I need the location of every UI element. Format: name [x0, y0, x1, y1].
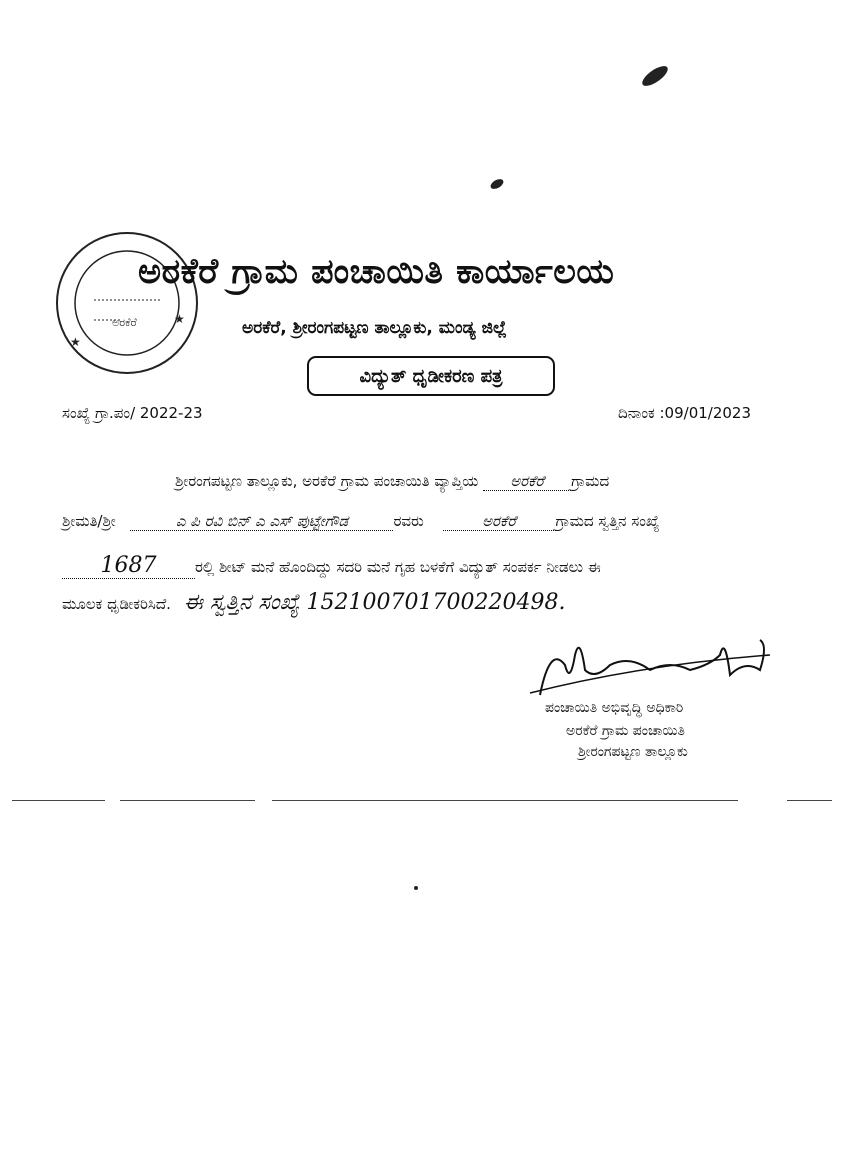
village-field: ಅರಕೆರೆ: [483, 472, 571, 491]
line1-suffix: ಗ್ರಾಮದ: [571, 472, 610, 490]
signatory-taluk: ಶ್ರೀರಂಗಪಟ್ಟಣ ತಾಲ್ಲೂಕು: [578, 744, 688, 760]
date-value: 09/01/2023: [664, 404, 752, 422]
svg-text:★: ★: [174, 312, 185, 326]
village-field-2: ಅರಕೆರೆ: [443, 512, 556, 531]
seal-center-text: ಅರಕೆರೆ: [112, 316, 137, 329]
scan-line: [787, 800, 832, 801]
scan-line: [12, 800, 105, 801]
svg-text:★: ★: [70, 335, 81, 349]
certificate-title: ವಿದ್ಯುತ್ ಧೃಡೀಕರಣ ಪತ್ರ: [307, 356, 555, 396]
office-title: ಅರಕೆರೆ ಗ್ರಾಮ ಪಂಚಾಯಿತಿ ಕಾರ್ಯಾಲಯ: [138, 252, 615, 292]
signatory-designation: ಪಂಚಾಯಿತಿ ಅಭಿವೃದ್ಧಿ ಅಧಿಕಾರಿ: [545, 700, 684, 716]
scan-line: [120, 800, 255, 801]
body-line-1: [175, 472, 609, 491]
scan-line: [272, 800, 738, 801]
scan-speck: [489, 177, 505, 191]
line2-suffix: ಗ್ರಾಮದ ಸ್ವತ್ತಿನ ಸಂಖ್ಯೆ: [555, 512, 660, 530]
official-seal: [52, 228, 202, 378]
line4-text: ಮೂಲಕ ಧೃಡೀಕರಿಸಿದೆ.: [62, 595, 171, 613]
line2-mid: ರವರು: [393, 512, 424, 530]
body-line-3: [62, 553, 601, 579]
body-line-4: [62, 590, 566, 615]
line2-prefix: ಶ್ರೀಮತಿ/ಶ್ರೀ: [62, 512, 116, 530]
scan-speck: [414, 886, 418, 890]
line3-text: ರಲ್ಲಿ ಶೀಟ್ ಮನೆ ಹೊಂದಿದ್ದು ಸದರಿ ಮನೆ ಗೃಹ ಬಳಕೆಗೆ ವಿದ್ಯುತ್ ಸಂಪರ್ಕ ನೀಡಲು ಈ: [195, 558, 601, 576]
applicant-name-field: ಎ ಪಿ ರವಿ ಬಿನ್ ಎ ಎಸ್ ಪುಟ್ಟೇಗೌಡ: [130, 512, 393, 531]
line1-prefix: ಶ್ರೀರಂಗಪಟ್ಟಣ ತಾಲ್ಲೂಕು, ಅರಕೆರೆ ಗ್ರಾಮ ಪಂಚಾಯಿತಿ ವ್ಯಾಪ್ತಿಯ: [175, 472, 479, 490]
signatory-office: ಅರಕೆರೆ ಗ್ರಾಮ ಪಂಚಾಯಿತಿ: [566, 723, 685, 739]
reference-number: ಸಂಖ್ಯೆ ಗ್ರಾ.ಪಂ/ 2022-23: [62, 404, 203, 422]
issue-date: [618, 404, 751, 422]
office-address: ಅರಕೆರೆ, ಶ್ರೀರಂಗಪಟ್ಟಣ ತಾಲ್ಲೂಕು, ಮಂಡ್ಯ ಜಿಲ್ಲೆ: [242, 318, 507, 338]
signature: [520, 625, 780, 705]
handwritten-property-id: ಈ ಸ್ವತ್ತಿನ ಸಂಖ್ಯೆ 152100701700220498.: [183, 590, 566, 615]
property-number-field: 1687: [62, 553, 195, 579]
body-line-2: [62, 512, 660, 531]
scan-speck: [639, 62, 670, 89]
date-label: ದಿನಾಂಕ :: [618, 404, 665, 422]
